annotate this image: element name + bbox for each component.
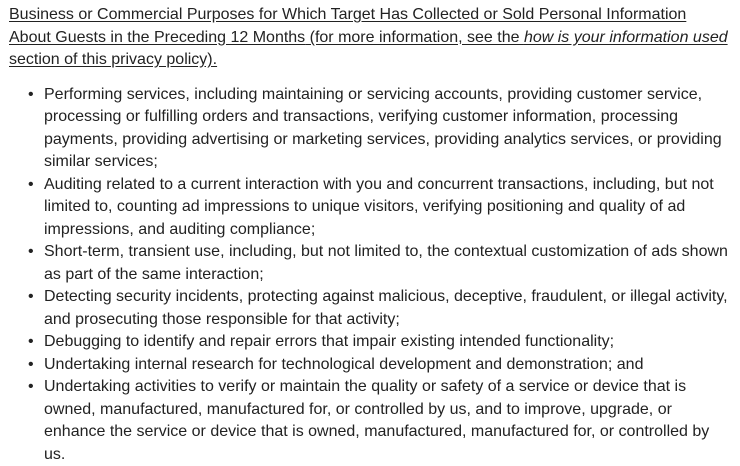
list-item (44, 241, 730, 286)
list-item-text: Short-term, transient use, including, but not limited to, the contextual customization of ads shown as part of the same interaction; (44, 243, 728, 283)
heading-text: Business or Commercial Purposes for Which Target Has Collected or Sold Personal Information About Guests in the Preceding 12 Months (9, 6, 686, 46)
bullet-icon: • (28, 84, 34, 107)
heading-paren-close: section of this privacy policy). (9, 51, 217, 68)
list-item-text: Auditing related to a current interaction with you and concurrent transactions, including, but not limited to, counting ad impressions to unique visitors, verifying positioning and quality of ad impressions, and auditing compliance; (44, 176, 714, 238)
heading-paren-open: (for more information, see the (305, 29, 524, 46)
purposes-list (9, 84, 730, 466)
bullet-icon: • (28, 174, 34, 197)
bullet-icon: • (28, 376, 34, 399)
list-item-text: Undertaking activities to verify or maintain the quality or safety of a service or device that is owned, manufactured, manufactured for, or controlled by us, and to improve, upgrade, or enhance the service or device that is owned, manufactured, manufactured for, or controlled by us. (44, 378, 709, 463)
list-item-text: Undertaking internal research for technological development and demonstration; and (44, 356, 643, 373)
heading-italic-link[interactable]: how is your information used (524, 29, 728, 46)
section-heading-link[interactable] (9, 4, 731, 72)
list-item (44, 331, 730, 354)
list-item-text: Performing services, including maintaining or servicing accounts, providing customer service, processing or fulfilling orders and transactions, verifying customer information, processing payments, providing advertising or marketing services, providing analytics services, or providing similar services; (44, 86, 722, 171)
list-item (44, 354, 730, 377)
list-item-text: Detecting security incidents, protecting against malicious, deceptive, fraudulent, or illegal activity, and prosecuting those responsible for that activity; (44, 288, 728, 328)
bullet-icon: • (28, 286, 34, 309)
bullet-icon: • (28, 331, 34, 354)
list-item (44, 286, 730, 331)
bullet-icon: • (28, 354, 34, 377)
list-item-text: Debugging to identify and repair errors that impair existing intended functionality; (44, 333, 614, 350)
bullet-icon: • (28, 241, 34, 264)
list-item (44, 376, 730, 466)
list-item (44, 174, 730, 242)
list-item (44, 84, 730, 174)
